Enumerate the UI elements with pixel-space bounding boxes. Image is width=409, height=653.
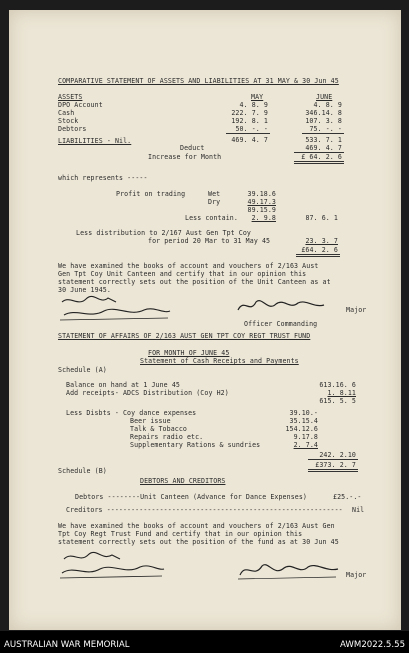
rule <box>296 254 340 255</box>
deduct-label: Deduct <box>180 144 205 152</box>
wet-value: 39.18.6 <box>247 190 276 198</box>
disbursement-label: Talk & Tobacco <box>130 425 187 433</box>
asset-label: DPO Account <box>58 101 103 109</box>
disbursement-value: 35.15.4 <box>289 417 318 425</box>
increase-label: Increase for Month <box>148 153 222 161</box>
debtors-line: Debtors --------Unit Canteen (Advance for Dance Expenses) <box>75 493 307 501</box>
major-label-2: Major <box>346 571 367 579</box>
heading-month: FOR MONTH OF JUNE 45 <box>148 349 230 357</box>
schedule-b: Schedule (B) <box>58 467 107 475</box>
col-june-header: JUNE <box>316 93 333 101</box>
signature-4 <box>236 559 342 581</box>
disbursement-label: Less Disbts - Coy dance expenses <box>66 409 197 417</box>
deduct-value: 469. 4. 7 <box>305 144 342 152</box>
col-assets-header: ASSETS <box>58 93 83 101</box>
rule <box>308 471 358 472</box>
asset-may: 192. 8. 1 <box>231 117 268 125</box>
balance-value: 613.16. 6 <box>319 381 356 389</box>
schedule-a: Schedule (A) <box>58 366 107 374</box>
heading-comparative-statement: COMPARATIVE STATEMENT OF ASSETS AND LIABILITIES AT 31 MAY & 30 Jun 45 <box>58 77 339 85</box>
signature-3 <box>56 549 168 581</box>
debtors-value: £25.-.- <box>333 493 362 501</box>
rule <box>294 163 344 164</box>
asset-june: 346.14. 8 <box>305 109 342 117</box>
distribution-total: £64. 2. 6 <box>301 246 338 254</box>
increase-value: £ 64. 2. 6 <box>301 153 342 161</box>
add-receipts-value: 1. 8.11 <box>327 389 356 397</box>
add-receipts-label: Add receipts- ADCS Distribution (Coy H2) <box>66 389 229 397</box>
profit-sum: 89.15.9 <box>247 206 276 214</box>
rule <box>308 469 358 470</box>
less-contain-label: Less contain. <box>185 214 238 222</box>
asset-may: 4. 8. 9 <box>239 101 268 109</box>
asset-label: Cash <box>58 109 75 117</box>
asset-label: Debtors <box>58 125 87 133</box>
certification-text-2: We have examined the books of account and vouchers of 2/163 Aust Gen Tpt Coy Regt Trust Fund and certify that in our opinion this statement correctly sets out the position of the fund as at 30 Jun 45 <box>58 522 339 546</box>
rule <box>296 256 340 257</box>
disbursement-value: 2. 7.4 <box>293 441 318 449</box>
col-may-header: MAY <box>251 93 264 101</box>
disbursement-value: 154.12.6 <box>285 425 318 433</box>
total-june: 533. 7. 1 <box>305 136 342 144</box>
footer-institution: AUSTRALIAN WAR MEMORIAL <box>4 640 130 650</box>
asset-june: 107. 3. 8 <box>305 117 342 125</box>
less-contain-value: 2. 9.8 <box>251 214 276 222</box>
rule <box>294 161 344 162</box>
liabilities-line: LIABILITIES - Nil. <box>58 137 132 145</box>
signature-2 <box>234 296 328 316</box>
disbursement-label: Repairs radio etc. <box>130 433 204 441</box>
major-label-1: Major <box>346 306 367 314</box>
heading-cash-receipts: Statement of Cash Receipts and Payments <box>140 357 299 365</box>
footer-accession-number: AWM2022.5.55 <box>340 640 406 650</box>
total-may: 469. 4. 7 <box>231 136 268 144</box>
creditors-line: Creditors ---------------------------------------------------------- <box>66 506 343 514</box>
disbursement-total: 242. 2.10 <box>319 451 356 459</box>
heading-statement-of-affairs: STATEMENT OF AFFAIRS OF 2/163 AUST GEN TPT COY REGT TRUST FUND <box>58 332 311 340</box>
profit-net: 87. 6. 1 <box>305 214 338 222</box>
disbursement-label: Beer issue <box>130 417 171 425</box>
final-total: £373. 2. 7 <box>315 461 356 469</box>
rule <box>308 459 358 460</box>
which-represents: which represents ----- <box>58 174 148 182</box>
disbursement-value: 39.10.- <box>289 409 318 417</box>
balance-label: Balance on hand at 1 June 45 <box>66 381 180 389</box>
distribution-line2: for period 20 Mar to 31 May 45 <box>148 237 271 245</box>
asset-may: 222. 7. 9 <box>231 109 268 117</box>
distribution-value: 23. 3. 7 <box>305 237 338 245</box>
debtors-creditors-heading: DEBTORS AND CREDITORS <box>140 477 226 485</box>
asset-june: 75. -. - <box>309 125 342 133</box>
dry-value: 49.17.3 <box>247 198 276 206</box>
asset-label: Stock <box>58 117 79 125</box>
receipts-total: 615. 5. 5 <box>319 397 356 405</box>
signature-1 <box>56 293 174 323</box>
dry-label: Dry <box>208 198 221 206</box>
creditors-value: Nil <box>352 506 365 514</box>
rule <box>302 133 344 134</box>
asset-june: 4. 8. 9 <box>313 101 342 109</box>
distribution-line1: Less distribution to 2/167 Aust Gen Tpt Coy <box>76 229 251 237</box>
certification-text-1: We have examined the books of account and vouchers of 2/163 Aust Gen Tpt Coy Unit Canteen and certify that in our opinion this statement correctly sets out the position of the Unit Canteen as at 30 June 1945. <box>58 262 331 294</box>
disbursement-label: Supplementary Rations & sundries <box>130 441 261 449</box>
officer-commanding: Officer Commanding <box>244 320 318 328</box>
rule <box>226 133 270 134</box>
wet-label: Wet <box>208 190 221 198</box>
asset-may: 50. -. - <box>235 125 268 133</box>
disbursement-value: 9.17.8 <box>293 433 318 441</box>
profit-label: Profit on trading <box>116 190 186 198</box>
